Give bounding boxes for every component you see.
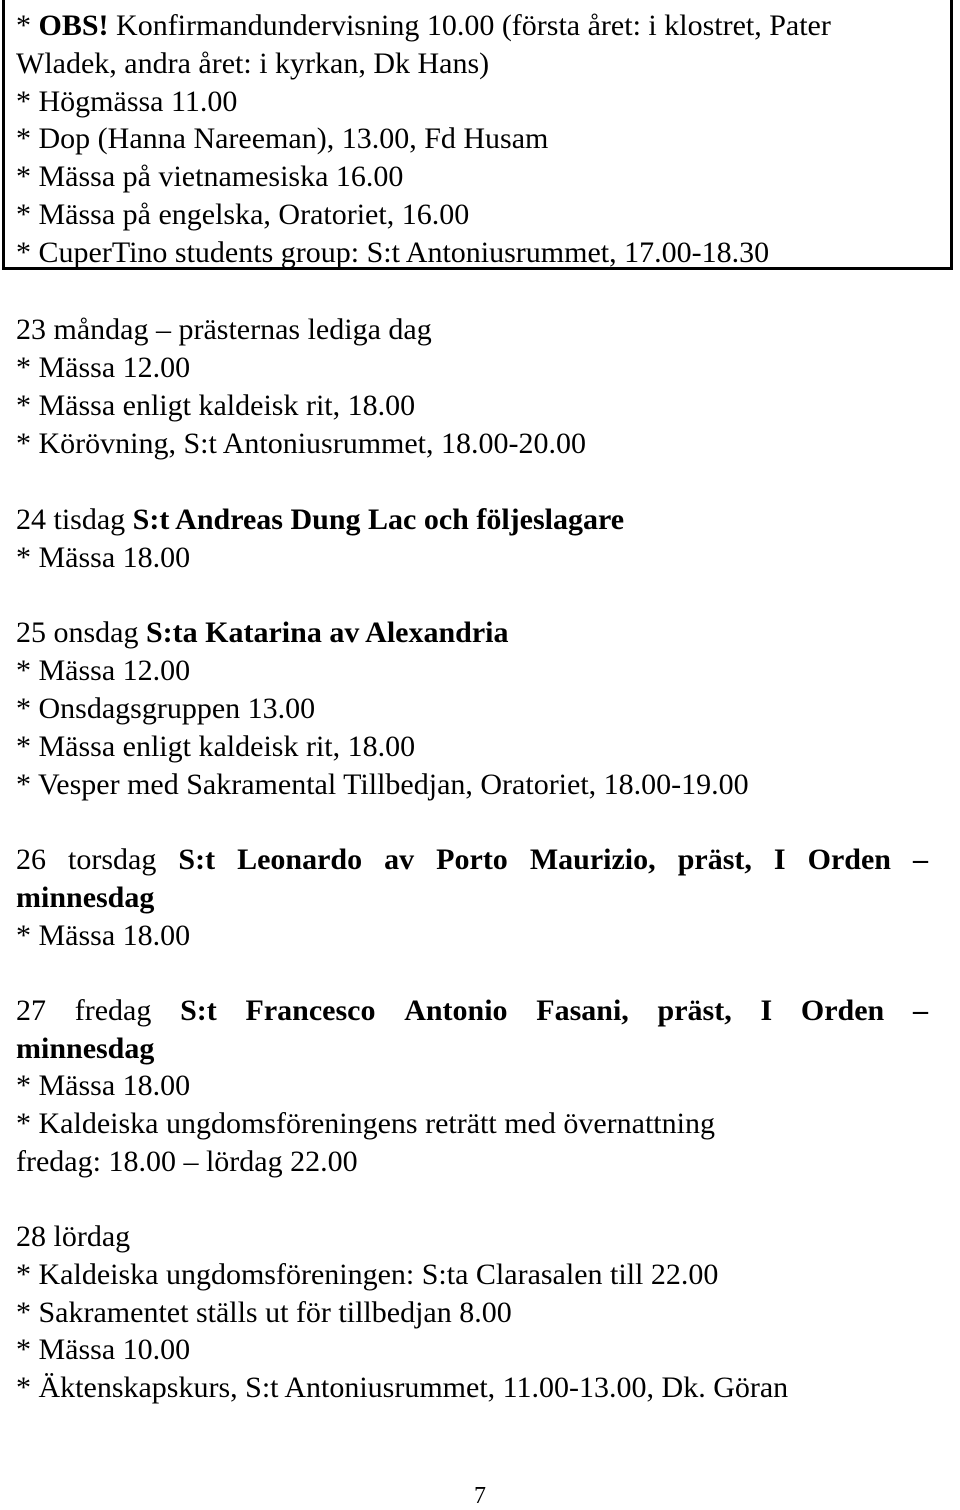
box-line-2: Wladek, andra året: i kyrkan, Dk Hans): [16, 47, 490, 80]
box-line-7: * CuperTino students group: S:t Antoniusrummet, 17.00-18.30: [16, 236, 770, 269]
day-27-item: fredag: 18.00 – lördag 22.00: [16, 1145, 358, 1178]
day-23-item: * Körövning, S:t Antoniusrummet, 18.00-20.00: [16, 427, 586, 460]
day-26-heading: 26 torsdag S:t Leonardo av Porto Maurizio, präst, I Orden –: [16, 843, 928, 876]
day-28-item: * Kaldeiska ungdomsföreningen: S:ta Clarasalen till 22.00: [16, 1258, 719, 1291]
day-23-item: * Mässa 12.00: [16, 351, 191, 384]
day-25-item: * Mässa enligt kaldeisk rit, 18.00: [16, 730, 416, 763]
day-24-heading: 24 tisdag S:t Andreas Dung Lac och följeslagare: [16, 503, 625, 536]
box-line-6: * Mässa på engelska, Oratoriet, 16.00: [16, 198, 470, 231]
day-26-heading-cont: minnesdag: [16, 881, 155, 914]
day-23-item: * Mässa enligt kaldeisk rit, 18.00: [16, 389, 416, 422]
box-line-5: * Mässa på vietnamesiska 16.00: [16, 160, 404, 193]
day-25-item: * Onsdagsgruppen 13.00: [16, 692, 316, 725]
day-27-item: * Mässa 18.00: [16, 1069, 191, 1102]
day-28-item: * Äktenskapskurs, S:t Antoniusrummet, 11.00-13.00, Dk. Göran: [16, 1371, 789, 1404]
saint-name: S:ta Katarina av Alexandria: [146, 616, 509, 649]
box-line-1: * OBS! Konfirmandundervisning 10.00 (första året: i klostret, Pater: [16, 9, 831, 42]
day-24-item: * Mässa 18.00: [16, 541, 191, 574]
box-line-4: * Dop (Hanna Nareeman), 13.00, Fd Husam: [16, 122, 549, 155]
box-line-3: * Högmässa 11.00: [16, 85, 238, 118]
day-25-heading: 25 onsdag S:ta Katarina av Alexandria: [16, 616, 509, 649]
day-23-heading: 23 måndag – prästernas lediga dag: [16, 313, 432, 346]
day-25-item: * Mässa 12.00: [16, 654, 191, 687]
day-28-heading: 28 lördag: [16, 1220, 131, 1253]
obs-label: OBS!: [38, 9, 109, 42]
saint-name: S:t Andreas Dung Lac och följeslagare: [132, 503, 625, 536]
day-25-item: * Vesper med Sakramental Tillbedjan, Oratoriet, 18.00-19.00: [16, 768, 749, 801]
day-27-heading-cont: minnesdag: [16, 1032, 155, 1065]
day-28-item: * Mässa 10.00: [16, 1333, 191, 1366]
day-28-item: * Sakramentet ställs ut för tillbedjan 8.00: [16, 1296, 512, 1329]
page-number: 7: [474, 1483, 486, 1509]
day-27-heading: 27 fredag S:t Francesco Antonio Fasani, präst, I Orden –: [16, 994, 928, 1027]
day-27-item: * Kaldeiska ungdomsföreningens reträtt med övernattning: [16, 1107, 715, 1140]
day-26-item: * Mässa 18.00: [16, 919, 191, 952]
